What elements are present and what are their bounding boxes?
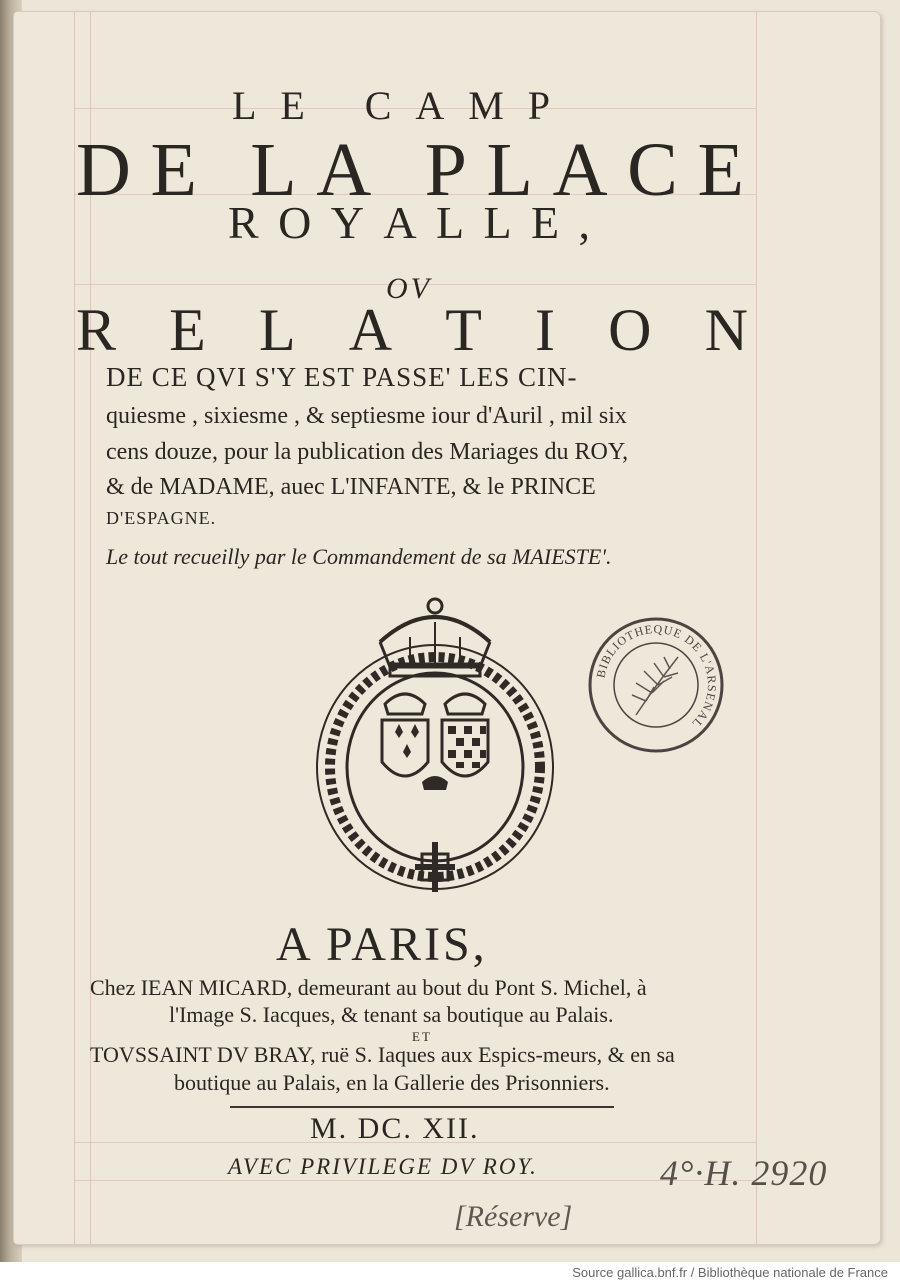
description-line-3: cens douze, pour la publication des Mariages du ROY, [106, 439, 629, 465]
ruled-line [74, 1180, 756, 1181]
printer-line-1: Chez IEAN MICARD, demeurant au bout du Pont S. Michel, à [90, 975, 647, 1000]
imprint-date: M. DC. XII. [310, 1112, 480, 1145]
printed-divider [230, 1106, 614, 1108]
description-line-5: D'ESPAGNE. [106, 508, 217, 528]
svg-text:BIBLIOTHEQUE DE L'ARSENAL [593, 622, 719, 731]
footer-bar [0, 1262, 900, 1287]
margin-rule-left [74, 12, 75, 1244]
printer-line-2: l'Image S. Iacques, & tenant sa boutique au Palais. [169, 1002, 614, 1027]
printer-line-4: boutique au Palais, en la Gallerie des Prisonniers. [174, 1070, 610, 1095]
title-line-de-la-place: D E L A P L A C E [76, 128, 744, 212]
printer-line-3: TOVSSAINT DV BRAY, ruë S. Iaques aux Espics-meurs, & en sa [90, 1042, 675, 1067]
source-credit: Source gallica.bnf.fr / Bibliothèque nationale de France [572, 1265, 888, 1280]
title-line-relation: R E L A T I O N [76, 297, 748, 363]
title-line-royalle: R O Y A L L E , [228, 197, 590, 248]
library-stamp-icon [586, 615, 726, 755]
privilege-line: AVEC PRIVILEGE DV ROY. [228, 1154, 538, 1179]
printer-et: ET [412, 1029, 432, 1044]
title-line-le-camp: L E C A M P [232, 83, 550, 128]
imprint-place: A PARIS, [276, 918, 488, 971]
recueil-line: Le tout recueilly par le Commandement de sa MAIESTE'. [106, 544, 612, 569]
royal-coat-of-arms-icon [310, 592, 560, 892]
stamp-text: BIBLIOTHEQUE DE L'ARSENAL [593, 621, 720, 732]
title-page [14, 12, 880, 1244]
handwritten-reserve-note: [Réserve] [454, 1200, 573, 1233]
description-line-1: DE CE QVI S'Y EST PASSE' LES CIN- [106, 362, 578, 392]
description-line-2: quiesme , sixiesme , & septiesme iour d'Auril , mil six [106, 403, 627, 429]
description-line-4: & de MADAME, auec L'INFANTE, & le PRINCE [106, 474, 596, 500]
handwritten-shelfmark: 4°·H. 2920 [660, 1153, 828, 1193]
margin-rule-right [756, 12, 757, 1244]
title-line-ov: OV [386, 272, 432, 305]
